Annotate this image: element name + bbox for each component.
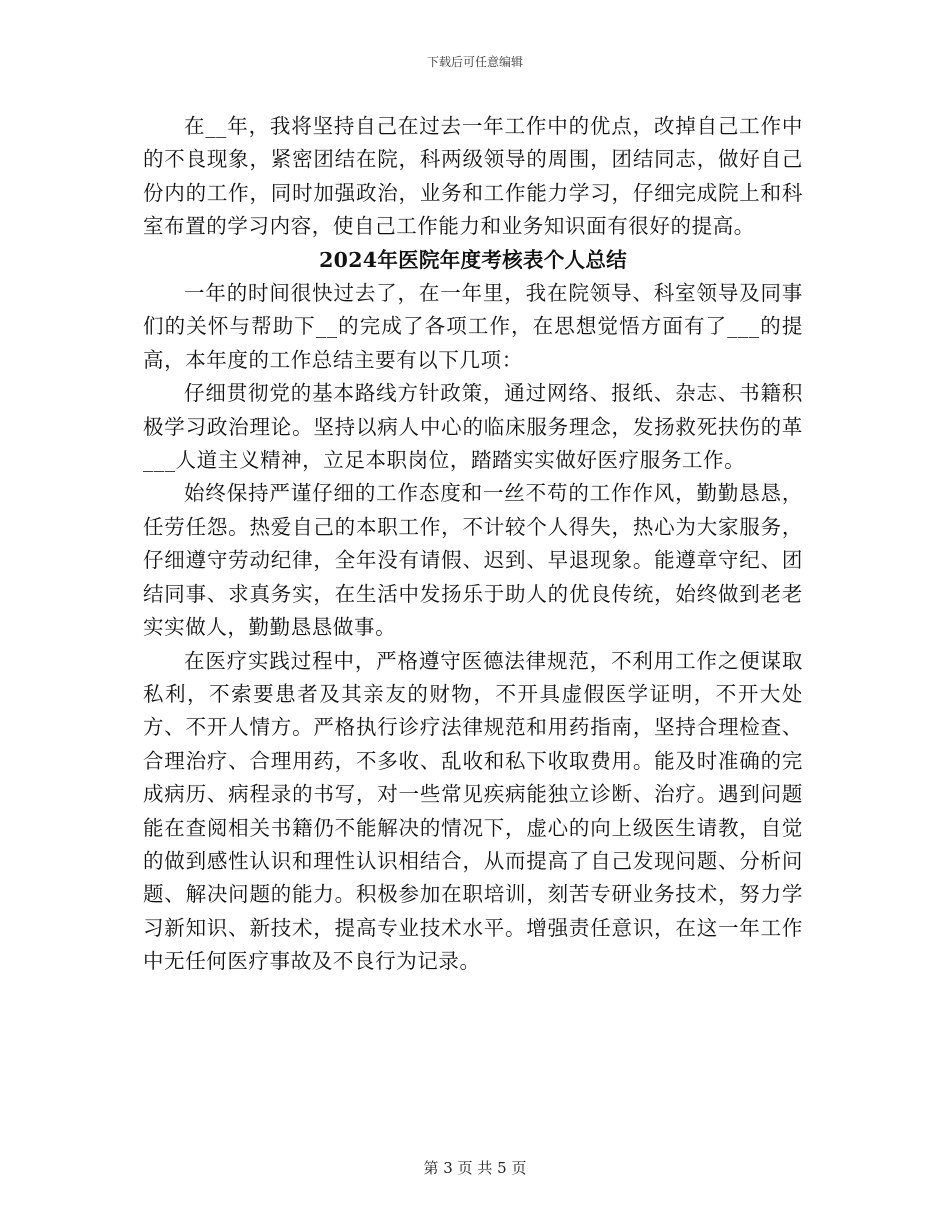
document-body	[143, 110, 803, 979]
paragraph-1: 一年的时间很快过去了，在一年里，我在院领导、科室领导及同事们的关怀与帮助下__的完成了各项工作，在思想觉悟方面有了___的提高，本年度的工作总结主要有以下几项：	[143, 281, 803, 372]
page-header: 下载后可任意编辑	[426, 55, 523, 69]
page-number-footer: 第 3 页 共 5 页	[423, 1159, 527, 1177]
paragraph-intro: 在__年，我将坚持自己在过去一年工作中的优点，改掉自己工作中的不良现象，紧密团结在院，科两级领导的周围，团结同志，做好自己份内的工作，同时加强政治，业务和工作能力学习，仔细完成院上和科室布置的学习内容，使自己工作能力和业务知识面有很好的提高。	[143, 114, 803, 239]
section-title: 2024年医院年度考核表个人总结	[319, 247, 627, 272]
paragraph-3: 始终保持严谨仔细的工作态度和一丝不苟的工作作风，勤勤恳恳，任劳任怨。热爱自己的本职工作，不计较个人得失，热心为大家服务，仔细遵守劳动纪律，全年没有请假、迟到、早退现象。能遵章守纪、团结同事、求真务实，在生活中发扬乐于助人的优良传统，始终做到老老实实做人，勤勤恳恳做事。	[143, 481, 803, 640]
paragraph-2: 仔细贯彻党的基本路线方针政策，通过网络、报纸、杂志、书籍积极学习政治理论。坚持以病人中心的临床服务理念，发扬救死扶伤的革___人道主义精神，立足本职岗位，踏踏实实做好医疗服务工作。	[143, 381, 803, 473]
paragraph-4: 在医疗实践过程中，严格遵守医德法律规范，不利用工作之便谋取私利，不索要患者及其亲友的财物，不开具虚假医学证明，不开大处方、不开人情方。严格执行诊疗法律规范和用药指南，坚持合理检查、合理治疗、合理用药，不多收、乱收和私下收取费用。能及时准确的完成病历、病程录的书写，对一些常见疾病能独立诊断、治疗。遇到问题能在查阅相关书籍仍不能解决的情况下，虚心的向上级医生请教，自觉的做到感性认识和理性认识相结合，从而提高了自己发现问题、分析问题、解决问题的能力。积极参加在职培训，刻苦专研业务技术，努力学习新知识、新技术，提高专业技术水平。增强责任意识，在这一年工作中无任何医疗事故及不良行为记录。	[143, 648, 803, 974]
